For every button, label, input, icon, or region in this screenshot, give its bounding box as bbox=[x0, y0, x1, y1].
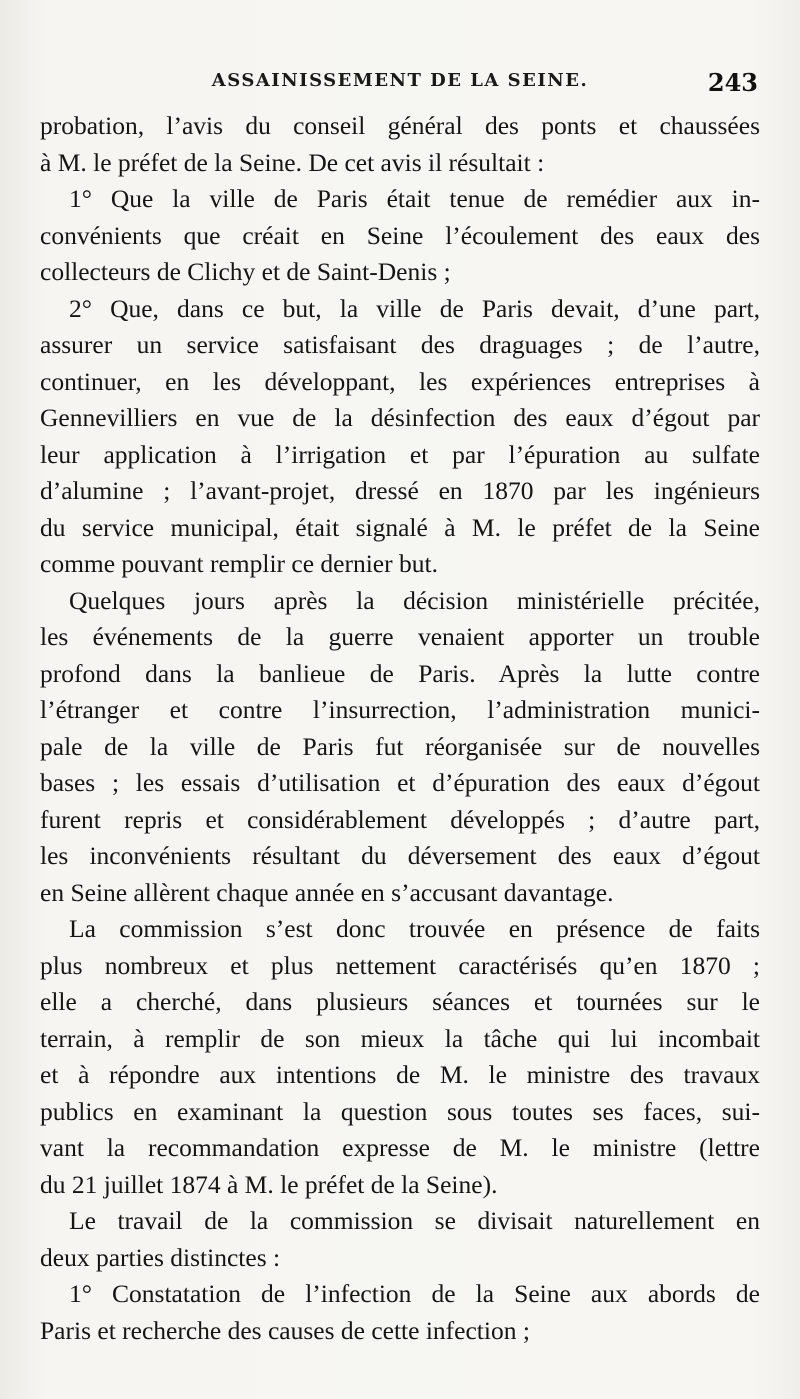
text-line: deux parties distinctes : bbox=[40, 1242, 281, 1272]
text-line: vant la recommandation expresse de M. le ministre (lettre bbox=[40, 1133, 760, 1162]
text-line: les inconvénients résultant du déversement des eaux d’égout bbox=[40, 841, 760, 870]
text-line: l’étranger et contre l’insurrection, l’administration munici- bbox=[40, 695, 760, 724]
text-line: du 21 juillet 1874 à M. le préfet de la Seine). bbox=[40, 1169, 498, 1199]
body-text bbox=[40, 108, 760, 1349]
text-line: leur application à l’irrigation et par l’épuration au sulfate bbox=[40, 439, 760, 469]
text-line: publics en examinant la question sous toutes ses faces, sui- bbox=[40, 1096, 760, 1126]
text-line: furent repris et considérablement développés ; d’autre part, bbox=[40, 804, 760, 834]
text-line: 1° Que la ville de Paris était tenue de remédier aux in- bbox=[69, 184, 760, 213]
text-line: elle a cherché, dans plusieurs séances et tournées sur le bbox=[40, 987, 760, 1016]
text-line: Gennevilliers en vue de la désinfection des eaux d’égout par bbox=[40, 403, 760, 432]
running-head: ASSAINISSEMENT DE LA SEINE. bbox=[211, 70, 589, 91]
text-line: Paris et recherche des causes de cette infection ; bbox=[40, 1315, 530, 1345]
text-line: 2° Que, dans ce but, la ville de Paris devait, d’une part, bbox=[69, 293, 760, 323]
text-line: 1° Constatation de l’infection de la Seine aux abords de bbox=[69, 1279, 760, 1308]
text-line: du service municipal, était signalé à M. le préfet de la Seine bbox=[40, 512, 760, 542]
text-line: Le travail de la commission se divisait naturellement en bbox=[69, 1206, 760, 1235]
page-header bbox=[40, 68, 760, 102]
text-line: collecteurs de Clichy et de Saint-Denis ; bbox=[40, 257, 451, 286]
text-line: et à répondre aux intentions de M. le ministre des travaux bbox=[40, 1060, 760, 1089]
text-line: les événements de la guerre venaient apporter un trouble bbox=[40, 622, 760, 651]
text-line: probation, l’avis du conseil général des ponts et chaussées bbox=[40, 111, 760, 140]
text-line: continuer, en les développant, les expériences entreprises à bbox=[40, 366, 760, 396]
text-line: Quelques jours après la décision ministérielle précitée, bbox=[69, 585, 760, 615]
text-line: convénients que créait en Seine l’écoulement des eaux des bbox=[40, 220, 760, 250]
text-line: en Seine allèrent chaque année en s’accusant davantage. bbox=[40, 877, 614, 907]
text-line: profond dans la banlieue de Paris. Après la lutte contre bbox=[40, 658, 760, 688]
text-line: terrain, à remplir de son mieux la tâche qui lui incombait bbox=[40, 1023, 760, 1053]
text-line: à M. le préfet de la Seine. De cet avis il résultait : bbox=[40, 147, 545, 177]
text-line: La commission s’est donc trouvée en présence de faits bbox=[69, 914, 760, 943]
page-number: 243 bbox=[707, 68, 758, 97]
text-line: pale de la ville de Paris fut réorganisée sur de nouvelles bbox=[40, 731, 760, 761]
text-line: bases ; les essais d’utilisation et d’épuration des eaux d’égout bbox=[40, 768, 760, 797]
text-line: d’alumine ; l’avant-projet, dressé en 1870 par les ingénieurs bbox=[40, 476, 760, 505]
text-line: plus nombreux et plus nettement caractérisés qu’en 1870 ; bbox=[40, 950, 760, 980]
text-line: assurer un service satisfaisant des draguages ; de l’autre, bbox=[40, 330, 760, 359]
text-line: comme pouvant remplir ce dernier but. bbox=[40, 549, 438, 578]
